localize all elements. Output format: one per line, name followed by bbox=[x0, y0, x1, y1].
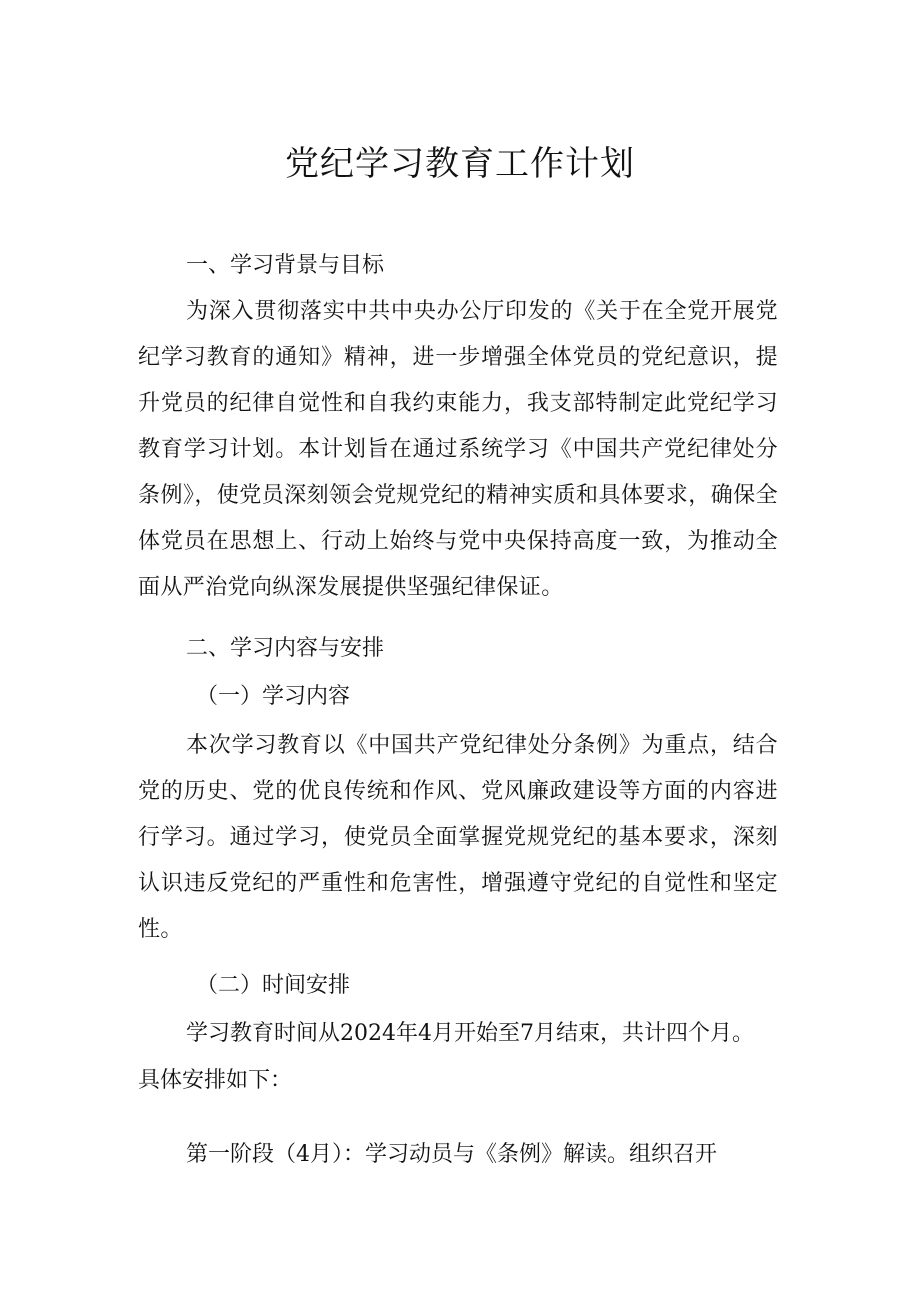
subsection-heading-content: （一）学习内容 bbox=[196, 684, 351, 709]
paragraph-schedule-line1: 学习教育时间从2024年4月开始至7月结束，共计四个月。 bbox=[186, 1021, 754, 1046]
paragraph-background: 为深入贯彻落实中共中央办公厅印发的《关于在全党开展党纪学习教育的通知》精神，进一步增强全体党员的党纪意识，提升党员的纪律自觉性和自我约束能力，我支部特制定此党纪学习教育学习计划。本计划旨在通过系统学习《中国共产党纪律处分条例》，使党员深刻领会党规党纪的精神实质和具体要求，确保全体党员在思想上、行动上始终与党中央保持高度一致，为推动全面从严治党向纵深发展提供坚强纪律保证。 bbox=[138, 299, 778, 600]
document-title: 党纪学习教育工作计划 bbox=[285, 144, 635, 184]
paragraph-schedule-line2: 具体安排如下： bbox=[138, 1068, 293, 1093]
paragraph-content: 本次学习教育以《中国共产党纪律处分条例》为重点，结合党的历史、党的优良传统和作风、党风廉政建设等方面的内容进行学习。通过学习，使党员全面掌握党规党纪的基本要求，深刻认识违反党纪的严重性和危害性，增强遵守党纪的自觉性和坚定性。 bbox=[138, 733, 778, 942]
subsection-heading-schedule: （二）时间安排 bbox=[196, 973, 351, 998]
section-heading-content-schedule: 二、学习内容与安排 bbox=[186, 636, 385, 661]
section-heading-background-goals: 一、学习背景与目标 bbox=[186, 253, 385, 278]
paragraph-stage1: 第一阶段（4月）：学习动员与《条例》解读。组织召开 bbox=[186, 1142, 717, 1167]
